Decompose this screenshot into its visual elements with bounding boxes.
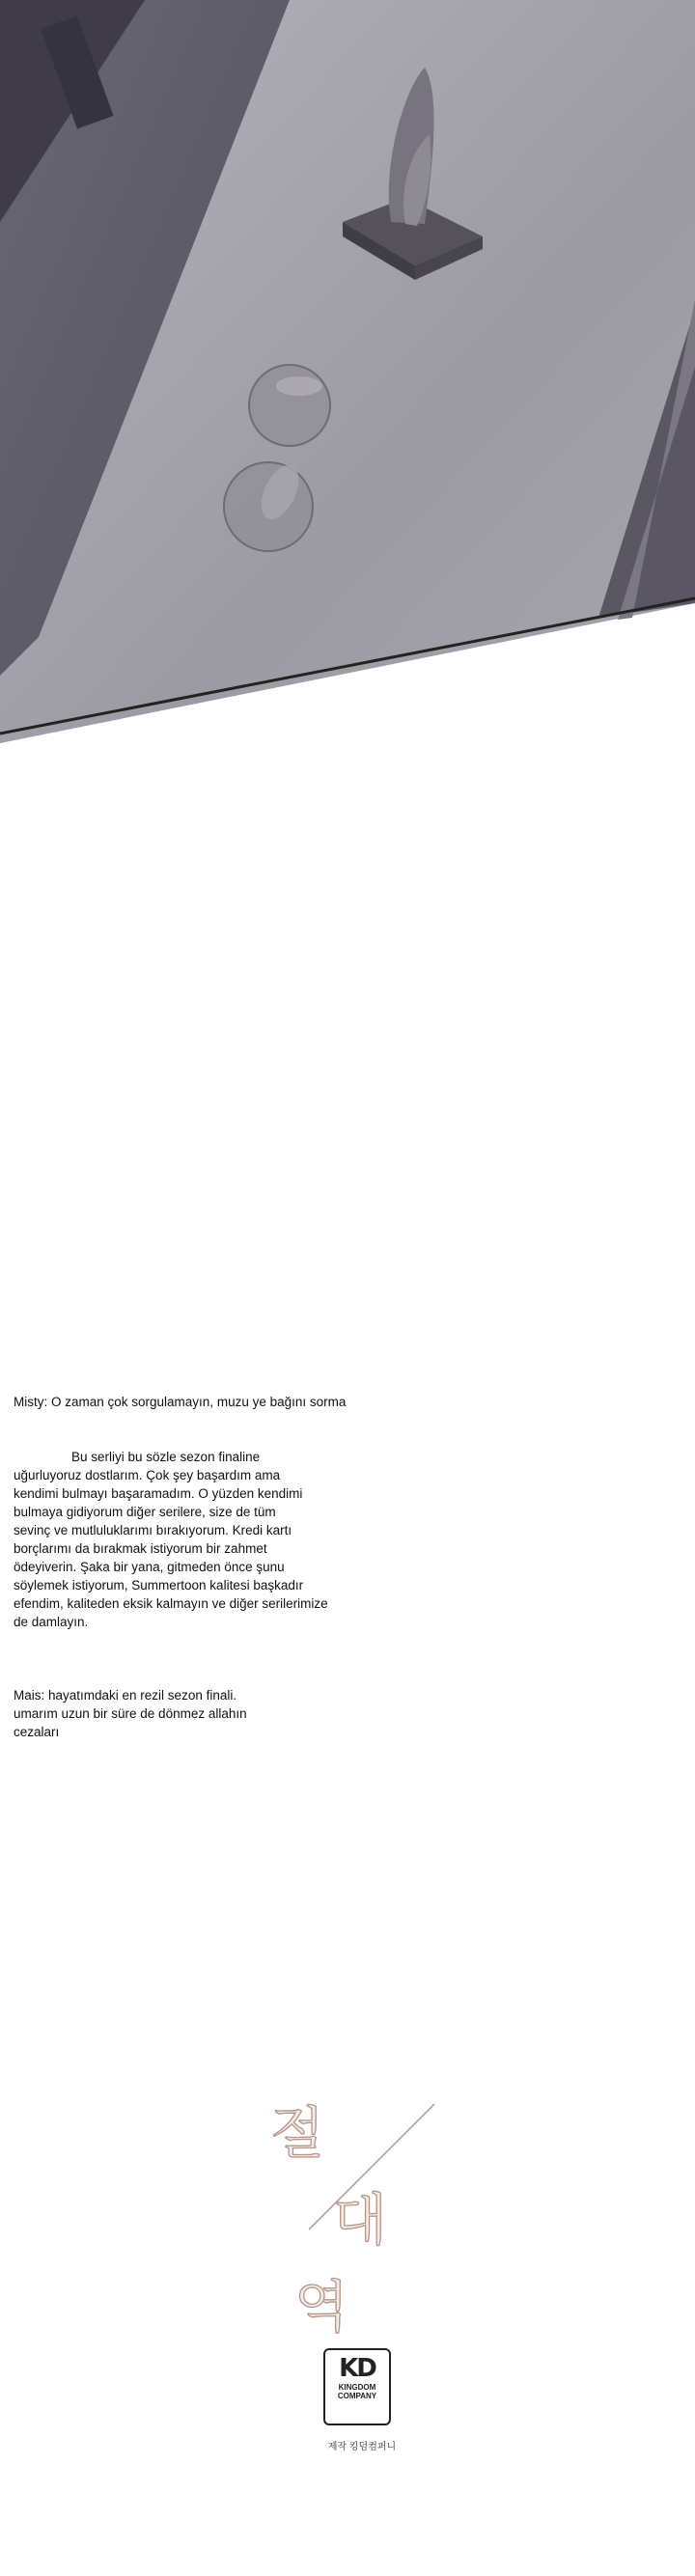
publisher-name-line1: KINGDOM — [338, 2383, 376, 2392]
finale-line: uğurluyoruz dostlarım. Çok şey başardım ama — [14, 1468, 281, 1482]
finale-line: Bu serliyi bu sözle sezon finaline — [71, 1450, 261, 1464]
mais-line: umarım uzun bir süre de dönmez allahın — [14, 1706, 247, 1721]
finale-line: de damlayın. — [14, 1615, 89, 1629]
mais-line: cezaları — [14, 1725, 60, 1739]
finale-line: efendim, kaliteden eksik kalmayın ve diğer serilerimize — [14, 1596, 328, 1611]
finale-line: bulmaya gidiyorum diğer serilere, size de tüm — [14, 1505, 276, 1519]
producer-credit: 제작 킹덤컴퍼니 — [327, 2442, 397, 2452]
mais-message — [14, 1686, 438, 1741]
finale-line: kendimi bulmayı başaramadım. O yüzden kendimi — [14, 1486, 303, 1501]
title-glyph: 대 — [333, 2187, 388, 2253]
title-glyph: 절 — [270, 2100, 325, 2166]
credits-section — [241, 2075, 473, 2558]
glass-vase-top — [249, 365, 330, 446]
publisher-name-line2: COMPANY — [337, 2392, 377, 2400]
finale-line: sevinç ve mutluluklarımı bırakıyorum. Kredi kartı — [14, 1523, 292, 1537]
note-misty: Misty: O zaman çok sorgulamayın, muzu ye bağını sorma — [14, 1395, 347, 1409]
finale-line: ödeyiverin. Şaka bir yana, gitmeden önce şunu — [14, 1560, 285, 1574]
mais-line: Mais: hayatımdaki en rezil sezon finali. — [14, 1688, 237, 1703]
finale-line: borçlarımı da bırakmak istiyorum bir zahmet — [14, 1541, 267, 1556]
translator-notes — [14, 1393, 438, 1741]
kd-monogram: KD — [339, 2354, 375, 2383]
comic-panel-illustration — [0, 0, 695, 743]
finale-line: söylemek istiyorum, Summertoon kalitesi başkadır — [14, 1578, 304, 1593]
finale-message — [14, 1448, 438, 1631]
title-glyph: 역 — [294, 2274, 349, 2340]
kingdom-company-logo — [323, 2348, 391, 2425]
series-title-logo — [241, 2075, 473, 2345]
